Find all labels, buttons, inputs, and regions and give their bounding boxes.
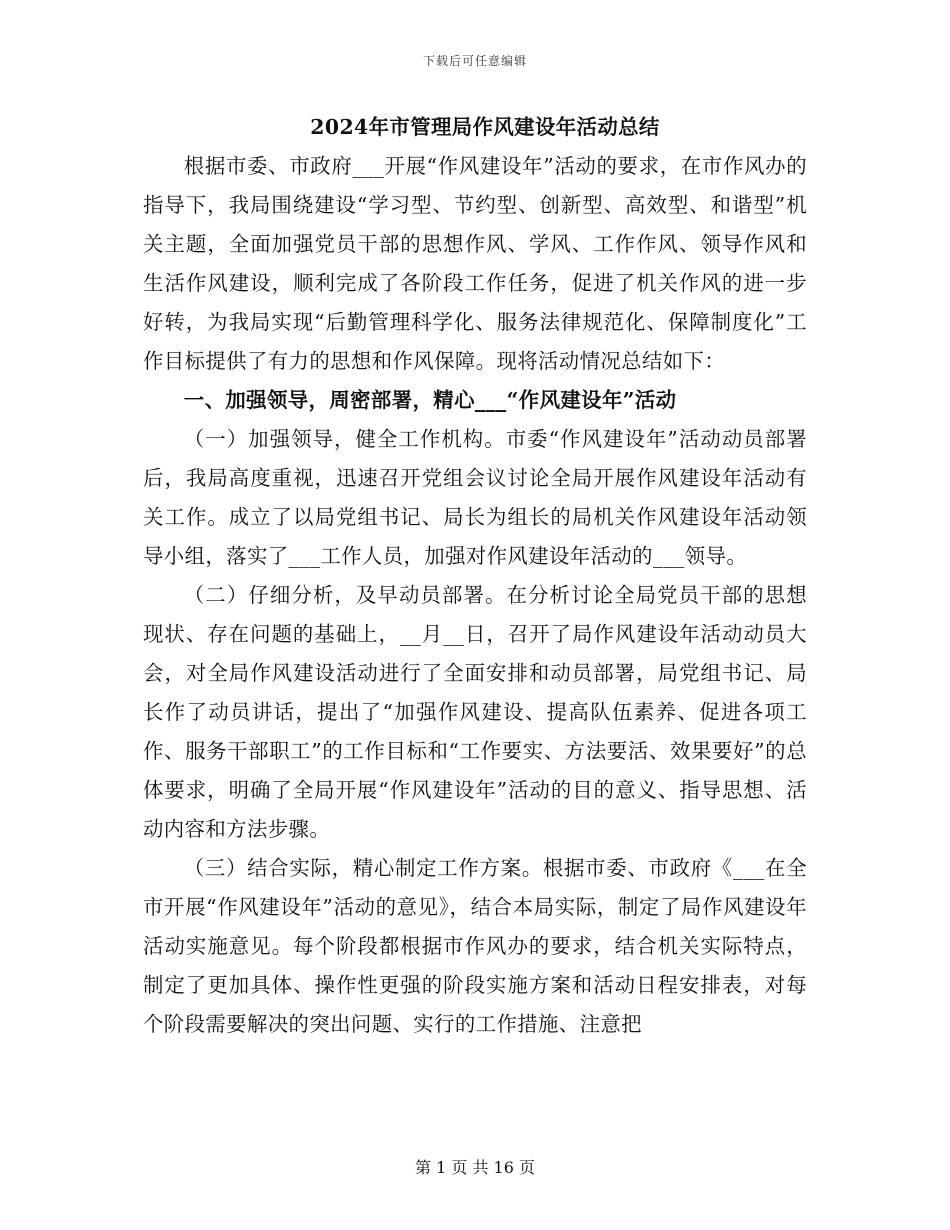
document-title: 2024年市管理局作风建设年活动总结	[310, 115, 660, 139]
intro-paragraph: 根据市委、市政府___开展“作风建设年”活动的要求，在市作风办的指导下，我局围绕建设“学习型、节约型、创新型、高效型、和谐型”机关主题，全面加强党员干部的思想作风、学风、工作作风、领导作风和生活作风建设，顺利完成了各阶段工作任务，促进了机关作风的进一步好转，为我局实现“后勤管理科学化、服务法律规范化、保障制度化”工作目标提供了有力的思想和作风保障。现将活动情况总结如下：	[143, 154, 807, 373]
section-heading-1: 一、加强领导，周密部署，精心___“作风建设年”活动	[183, 388, 677, 412]
paragraph-2: （二）仔细分析，及早动员部署。在分析讨论全局党员干部的思想现状、存在问题的基础上，__月__日，召开了局作风建设年活动动员大会，对全局作风建设活动进行了全面安排和动员部署，局党组书记、局长作了动员讲话，提出了“加强作风建设、提高队伍素养、促进各项工作、服务干部职工”的工作目标和“工作要实、方法要活、效果要好”的总体要求，明确了全局开展“作风建设年”活动的目的意义、指导思想、活动内容和方法步骤。	[143, 583, 807, 841]
page-footer-number: 第 1 页 共 16 页	[415, 1158, 535, 1177]
page-header-note: 下载后可任意编辑	[422, 54, 527, 68]
paragraph-3: （三）结合实际，精心制定工作方案。根据市委、市政府《___在全市开展“作风建设年”活动的意见》，结合本局实际，制定了局作风建设年活动实施意见。每个阶段都根据市作风办的要求，结合机关实际特点，制定了更加具体、操作性更强的阶段实施方案和活动日程安排表，对每个阶段需要解决的突出问题、实行的工作措施、注意把	[143, 856, 807, 1036]
document-body	[143, 108, 807, 1044]
paragraph-1: （一）加强领导，健全工作机构。市委“作风建设年”活动动员部署后，我局高度重视，迅速召开党组会议讨论全局开展作风建设年活动有关工作。成立了以局党组书记、局长为组长的局机关作风建设年活动领导小组，落实了___工作人员，加强对作风建设年活动的___领导。	[143, 427, 807, 568]
